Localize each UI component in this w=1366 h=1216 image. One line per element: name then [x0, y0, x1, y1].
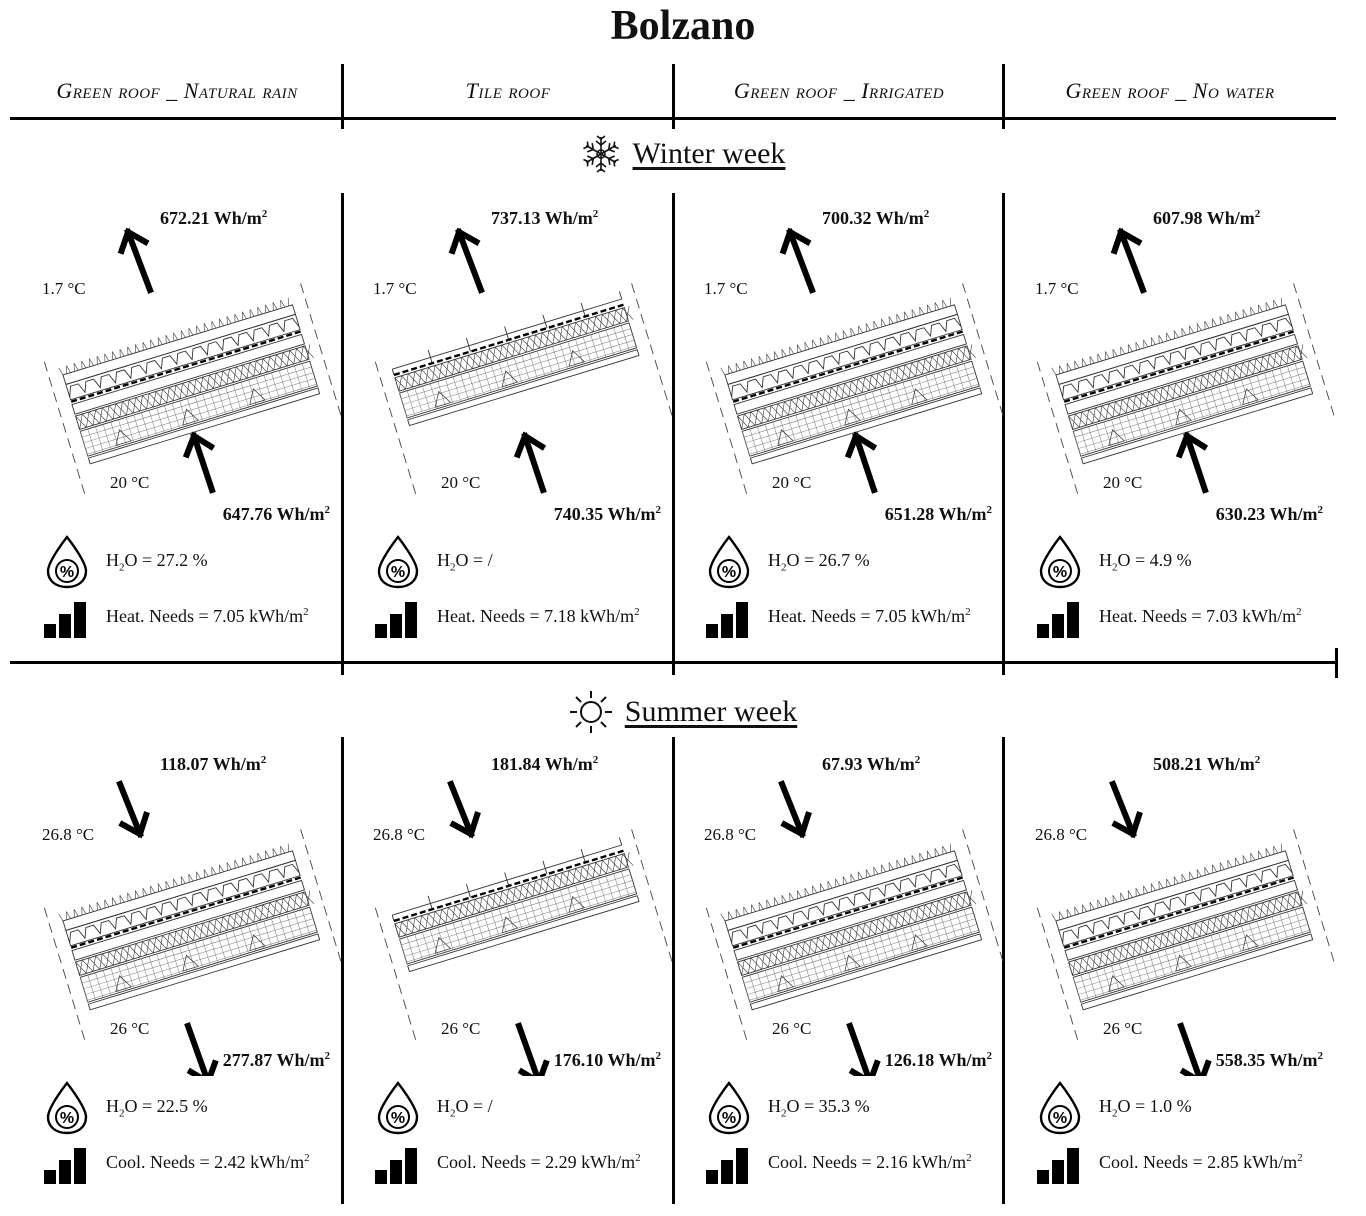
summer-week-label: Summer week: [624, 695, 798, 728]
energy-unit: kWh/$m^2$: [1242, 606, 1302, 626]
flux-bottom-value: [554, 504, 661, 525]
flux-unit: $Wh/m^2$: [213, 208, 268, 228]
indoor-temperature: 26 °C: [1103, 1019, 1143, 1038]
roof-cell: [1005, 746, 1335, 1216]
energy-needs-label: [437, 1152, 641, 1173]
summer-heading: [0, 690, 1366, 734]
indoor-temperature: 20 °C: [1103, 473, 1143, 492]
outdoor-temperature: 26.8 °C: [704, 825, 757, 844]
water-drop-percent-icon: [706, 535, 752, 589]
needs-value: = 2.85: [1192, 1152, 1239, 1172]
bar-chart-icon: [1037, 1148, 1081, 1184]
indoor-temperature: 20 °C: [441, 473, 481, 492]
water-drop-percent-icon: [375, 535, 421, 589]
flux-unit: $Wh/m^2$: [1206, 208, 1261, 228]
heat-flux-out-arrow: [1005, 746, 1335, 1076]
needs-value: = 7.03: [1191, 606, 1238, 626]
needs-label: Heat. Needs: [106, 606, 194, 626]
bar-chart-icon: [44, 602, 88, 638]
flux-value: 558.35: [1215, 1050, 1266, 1070]
flux-unit: $Wh/m^2$: [607, 504, 661, 524]
energy-needs-label: [106, 606, 309, 627]
energy-unit: kWh/$m^2$: [911, 606, 971, 626]
water-drop-percent-icon: [1037, 535, 1083, 589]
energy-needs-label: [768, 1152, 972, 1173]
flux-value: 126.18: [884, 1050, 935, 1070]
outdoor-temperature: 1.7 °C: [704, 279, 748, 298]
flux-value: 67.93: [822, 754, 863, 774]
flux-unit: $Wh/m^2$: [938, 504, 992, 524]
needs-value: = 2.16: [861, 1152, 908, 1172]
flux-unit: $Wh/m^2$: [866, 754, 921, 774]
needs-value: = 2.29: [530, 1152, 577, 1172]
svg-text:%: %: [1052, 564, 1068, 581]
energy-unit: kWh/$m^2$: [580, 606, 640, 626]
flux-bottom-value: [1216, 504, 1323, 525]
water-content-label: $H_2O$ = /: [437, 1096, 493, 1120]
svg-text:%: %: [1052, 1110, 1068, 1127]
water-content-label: $H_2O = 35.3$ %: [768, 1096, 870, 1120]
flux-unit: $Wh/m^2$: [938, 1050, 992, 1070]
water-content-label: $H_2O = 27.2$ %: [106, 550, 208, 574]
heat-flux-in-arrow: [12, 200, 342, 530]
water-content-label: $H_2O = 4.9$ %: [1099, 550, 1192, 574]
heat-flux-out-arrow: [12, 746, 342, 1076]
flux-value: 176.10: [553, 1050, 604, 1070]
roof-cell: [12, 200, 342, 670]
flux-unit: $Wh/m^2$: [1206, 754, 1261, 774]
bar-chart-icon: [375, 1148, 419, 1184]
needs-value: = 7.18: [529, 606, 576, 626]
needs-value: = 7.05: [198, 606, 245, 626]
flux-top-value: [1153, 754, 1260, 775]
water-content-value: = /: [473, 550, 493, 570]
bar-chart-icon: [1037, 602, 1081, 638]
flux-value: 737.13: [491, 208, 541, 228]
flux-unit: $Wh/m^2$: [1269, 504, 1323, 524]
outdoor-temperature: 26.8 °C: [42, 825, 95, 844]
flux-value: 651.28: [884, 504, 935, 524]
flux-value: 630.23: [1215, 504, 1266, 524]
divider-end-tick: [1335, 648, 1338, 678]
roof-cell: [674, 746, 1004, 1216]
flux-top-value: [822, 754, 920, 775]
roof-cell: [343, 746, 673, 1216]
sun-icon: [569, 690, 613, 734]
bar-chart-icon: [706, 602, 750, 638]
flux-bottom-value: [223, 1050, 330, 1071]
needs-label: Cool. Needs: [1099, 1152, 1188, 1172]
flux-bottom-value: [885, 504, 992, 525]
water-content-value: = 1.0 %: [1135, 1096, 1192, 1116]
svg-text:%: %: [59, 1110, 75, 1127]
flux-bottom-value: [1216, 1050, 1323, 1071]
outdoor-temperature: 26.8 °C: [373, 825, 426, 844]
flux-value: 181.84: [491, 754, 541, 774]
water-content-value: = 4.9 %: [1135, 550, 1192, 570]
flux-unit: $Wh/m^2$: [875, 208, 930, 228]
svg-text:%: %: [59, 564, 75, 581]
column-header-green-roof-natural-rain: Green roof _ Natural rain: [56, 78, 298, 103]
flux-top-value: [822, 208, 929, 229]
water-content-label: $H_2O = 1.0$ %: [1099, 1096, 1192, 1120]
energy-needs-label: [768, 606, 971, 627]
flux-value: 118.07: [160, 754, 209, 774]
water-content-label: $H_2O$ = /: [437, 550, 493, 574]
svg-text:%: %: [390, 564, 406, 581]
flux-top-value: [1153, 208, 1260, 229]
flux-value: 740.35: [553, 504, 604, 524]
needs-label: Heat. Needs: [1099, 606, 1187, 626]
water-drop-percent-icon: [375, 1081, 421, 1135]
winter-week-label: Winter week: [632, 137, 786, 170]
needs-label: Cool. Needs: [768, 1152, 857, 1172]
flux-unit: $Wh/m^2$: [544, 754, 599, 774]
flux-value: 607.98: [1153, 208, 1203, 228]
indoor-temperature: 26 °C: [772, 1019, 812, 1038]
roof-cell: [12, 746, 342, 1216]
water-content-value: = 22.5 %: [142, 1096, 208, 1116]
indoor-temperature: 26 °C: [110, 1019, 150, 1038]
column-header-green-roof-irrigated: Green roof _ Irrigated: [733, 78, 945, 103]
heat-flux-out-arrow: [343, 746, 673, 1076]
roof-cell: [343, 200, 673, 670]
outdoor-temperature: 26.8 °C: [1035, 825, 1088, 844]
water-content-value: = 35.3 %: [804, 1096, 870, 1116]
energy-unit: kWh/$m^2$: [912, 1152, 972, 1172]
flux-value: 277.87: [222, 1050, 273, 1070]
flux-top-value: [160, 208, 267, 229]
flux-value: 672.21: [160, 208, 210, 228]
heat-flux-out-arrow: [674, 746, 1004, 1076]
outdoor-temperature: 1.7 °C: [1035, 279, 1079, 298]
water-content-value: = /: [473, 1096, 493, 1116]
flux-top-value: [491, 754, 598, 775]
flux-value: 508.21: [1153, 754, 1203, 774]
header-separator: [341, 64, 344, 129]
flux-unit: $Wh/m^2$: [1269, 1050, 1323, 1070]
flux-unit: $Wh/m^2$: [276, 504, 330, 524]
energy-needs-label: [106, 1152, 310, 1173]
outdoor-temperature: 1.7 °C: [42, 279, 86, 298]
header-separator: [1002, 64, 1005, 129]
header-separator: [672, 64, 675, 129]
column-header-green-roof-no-water: Green roof _ No water: [1065, 78, 1275, 103]
roof-cell: [674, 200, 1004, 670]
needs-label: Cool. Needs: [437, 1152, 526, 1172]
needs-label: Cool. Needs: [106, 1152, 195, 1172]
snowflake-icon: [581, 134, 621, 174]
water-content-label: $H_2O = 26.7$ %: [768, 550, 870, 574]
flux-unit: $Wh/m^2$: [276, 1050, 330, 1070]
energy-needs-label: [1099, 606, 1302, 627]
water-content-value: = 26.7 %: [804, 550, 870, 570]
water-drop-percent-icon: [706, 1081, 752, 1135]
heat-flux-in-arrow: [343, 200, 673, 530]
flux-value: 647.76: [222, 504, 273, 524]
needs-value: = 2.42: [199, 1152, 246, 1172]
energy-needs-label: [1099, 1152, 1303, 1173]
flux-top-value: [160, 754, 266, 775]
water-drop-percent-icon: [1037, 1081, 1083, 1135]
energy-unit: kWh/$m^2$: [581, 1152, 641, 1172]
energy-unit: kWh/$m^2$: [250, 1152, 310, 1172]
flux-unit: $Wh/m^2$: [544, 208, 599, 228]
page-title: Bolzano: [610, 3, 756, 49]
svg-text:%: %: [721, 1110, 737, 1127]
flux-bottom-value: [554, 1050, 661, 1071]
outdoor-temperature: 1.7 °C: [373, 279, 417, 298]
water-drop-percent-icon: [44, 535, 90, 589]
needs-value: = 7.05: [860, 606, 907, 626]
heat-flux-in-arrow: [674, 200, 1004, 530]
indoor-temperature: 20 °C: [110, 473, 150, 492]
bar-chart-icon: [44, 1148, 88, 1184]
needs-label: Heat. Needs: [437, 606, 525, 626]
water-drop-percent-icon: [44, 1081, 90, 1135]
water-content-label: $H_2O = 22.5$ %: [106, 1096, 208, 1120]
water-content-value: = 27.2 %: [142, 550, 208, 570]
energy-needs-label: [437, 606, 640, 627]
flux-top-value: [491, 208, 598, 229]
flux-bottom-value: [223, 504, 330, 525]
bar-chart-icon: [375, 602, 419, 638]
energy-unit: kWh/$m^2$: [1243, 1152, 1303, 1172]
flux-bottom-value: [885, 1050, 992, 1071]
indoor-temperature: 26 °C: [441, 1019, 481, 1038]
heat-flux-in-arrow: [1005, 200, 1335, 530]
flux-unit: $Wh/m^2$: [212, 754, 267, 774]
svg-text:%: %: [721, 564, 737, 581]
winter-heading: [0, 134, 1366, 174]
bar-chart-icon: [706, 1148, 750, 1184]
energy-unit: kWh/$m^2$: [249, 606, 309, 626]
indoor-temperature: 20 °C: [772, 473, 812, 492]
roof-cell: [1005, 200, 1335, 670]
column-header-tile-roof: Tile roof: [465, 78, 551, 103]
needs-label: Heat. Needs: [768, 606, 856, 626]
flux-unit: $Wh/m^2$: [607, 1050, 661, 1070]
flux-value: 700.32: [822, 208, 872, 228]
svg-text:%: %: [390, 1110, 406, 1127]
